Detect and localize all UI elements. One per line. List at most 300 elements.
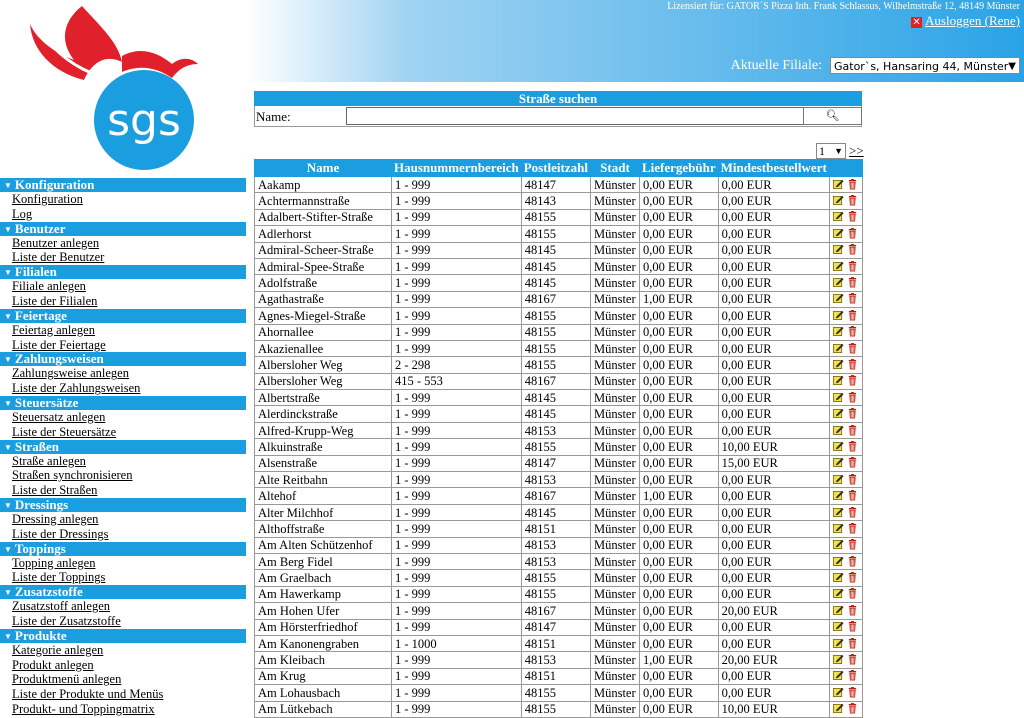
cell-actions (829, 570, 862, 586)
edit-icon[interactable] (833, 424, 844, 438)
cell-hausnummernbereich: 1 - 999 (392, 472, 522, 488)
cell-actions (829, 390, 862, 406)
cell-mindestbestellwert: 0,00 EUR (718, 258, 829, 274)
sidebar-link-liste-der-zahlungsweisen[interactable]: Liste der Zahlungsweisen (12, 381, 141, 396)
delete-icon[interactable] (847, 473, 858, 487)
cell-postleitzahl: 48155 (521, 586, 590, 602)
sidebar-section-label: Produkte (14, 627, 67, 643)
streets-table (254, 159, 863, 718)
cell-actions (829, 340, 862, 356)
delete-icon[interactable] (847, 292, 858, 306)
edit-icon[interactable] (833, 456, 844, 470)
cell-liefergebuhr: 0,00 EUR (639, 209, 718, 225)
edit-icon[interactable] (833, 342, 844, 356)
cell-stadt: Münster (590, 504, 639, 520)
cell-postleitzahl: 48153 (521, 422, 590, 438)
table-row (255, 422, 863, 438)
cell-hausnummernbereich: 1 - 999 (392, 291, 522, 307)
delete-icon[interactable] (847, 276, 858, 290)
table-row (255, 390, 863, 406)
cell-liefergebuhr: 0,00 EUR (639, 635, 718, 651)
cell-postleitzahl: 48155 (521, 685, 590, 701)
delete-icon[interactable] (847, 325, 858, 339)
cell-stadt: Münster (590, 603, 639, 619)
delete-icon[interactable] (847, 243, 858, 257)
edit-icon[interactable] (833, 210, 844, 224)
cell-name: Aakamp (255, 177, 392, 193)
cell-name: Am Graelbach (255, 570, 392, 586)
table-row (255, 685, 863, 701)
triangle-down-icon: ▼ (4, 224, 12, 234)
sidebar-section-steuersatze[interactable] (0, 396, 246, 410)
cell-stadt: Münster (590, 685, 639, 701)
sidebar-section-label: Dressings (14, 496, 69, 512)
table-row (255, 553, 863, 569)
sidebar-section-label: Zusatzstoffe (14, 584, 83, 600)
cell-actions (829, 373, 862, 389)
triangle-down-icon: ▼ (4, 588, 12, 598)
edit-icon[interactable] (833, 292, 844, 306)
cell-name: Am Lohausbach (255, 685, 392, 701)
cell-postleitzahl: 48155 (521, 324, 590, 340)
column-header-liefergebuhr[interactable]: Liefergebühr (639, 160, 718, 177)
logo-text: sgs (107, 95, 181, 146)
cell-postleitzahl: 48167 (521, 603, 590, 619)
cell-liefergebuhr: 0,00 EUR (639, 619, 718, 635)
cell-liefergebuhr: 0,00 EUR (639, 472, 718, 488)
cell-stadt: Münster (590, 258, 639, 274)
cell-actions (829, 357, 862, 373)
cell-liefergebuhr: 0,00 EUR (639, 258, 718, 274)
sidebar-section-benutzer[interactable] (0, 222, 246, 236)
edit-icon[interactable] (833, 669, 844, 683)
cell-mindestbestellwert: 0,00 EUR (718, 537, 829, 553)
sidebar (0, 178, 246, 717)
cell-hausnummernbereich: 1 - 999 (392, 275, 522, 291)
table-row (255, 652, 863, 668)
delete-icon[interactable] (847, 555, 858, 569)
sidebar-section-produkte[interactable] (0, 629, 246, 643)
edit-icon[interactable] (833, 702, 844, 716)
cell-name: Am Hohen Ufer (255, 603, 392, 619)
cell-stadt: Münster (590, 553, 639, 569)
cell-mindestbestellwert: 0,00 EUR (718, 472, 829, 488)
table-row (255, 586, 863, 602)
pager (816, 143, 864, 159)
cell-postleitzahl: 48155 (521, 226, 590, 242)
column-header-mindestbestellwert[interactable]: Mindestbestellwert (718, 160, 829, 177)
delete-icon[interactable] (847, 342, 858, 356)
cell-hausnummernbereich: 1 - 999 (392, 570, 522, 586)
cell-liefergebuhr: 0,00 EUR (639, 193, 718, 209)
table-row (255, 439, 863, 455)
table-row (255, 357, 863, 373)
edit-icon[interactable] (833, 587, 844, 601)
table-row (255, 340, 863, 356)
delete-icon[interactable] (847, 358, 858, 372)
filiale-select[interactable] (830, 57, 1020, 74)
cell-stadt: Münster (590, 357, 639, 373)
table-row (255, 603, 863, 619)
cell-liefergebuhr: 1,00 EUR (639, 652, 718, 668)
chevron-down-icon: ▼ (834, 146, 843, 156)
column-header-stadt[interactable]: Stadt (590, 160, 639, 177)
name-input[interactable] (346, 107, 804, 125)
delete-icon[interactable] (847, 489, 858, 503)
sidebar-link-strassen-synchronisieren[interactable]: Straßen synchronisieren (12, 468, 133, 483)
cell-name: Am Krug (255, 668, 392, 684)
cell-postleitzahl: 48155 (521, 701, 590, 717)
cell-stadt: Münster (590, 406, 639, 422)
triangle-down-icon: ▼ (4, 500, 12, 510)
sidebar-link-dressing-anlegen[interactable]: Dressing anlegen (12, 511, 99, 526)
cell-actions (829, 521, 862, 537)
cell-actions (829, 668, 862, 684)
cell-mindestbestellwert: 0,00 EUR (718, 586, 829, 602)
delete-icon[interactable] (847, 178, 858, 192)
cell-stadt: Münster (590, 177, 639, 193)
cell-mindestbestellwert: 0,00 EUR (718, 521, 829, 537)
edit-icon[interactable] (833, 571, 844, 585)
sidebar-link-liste-der-produkte-und-menus[interactable]: Liste der Produkte und Menüs (12, 687, 164, 702)
cell-name: Albersloher Weg (255, 357, 392, 373)
edit-icon[interactable] (833, 358, 844, 372)
cell-liefergebuhr: 1,00 EUR (639, 488, 718, 504)
cell-postleitzahl: 48145 (521, 275, 590, 291)
delete-icon[interactable] (847, 669, 858, 683)
cell-liefergebuhr: 0,00 EUR (639, 553, 718, 569)
cell-hausnummernbereich: 1 - 999 (392, 340, 522, 356)
cell-hausnummernbereich: 1 - 999 (392, 177, 522, 193)
cell-stadt: Münster (590, 340, 639, 356)
delete-icon[interactable] (847, 227, 858, 241)
cell-actions (829, 439, 862, 455)
cell-actions (829, 652, 862, 668)
edit-icon[interactable] (833, 276, 844, 290)
sgs-logo (22, 2, 202, 174)
cell-liefergebuhr: 0,00 EUR (639, 390, 718, 406)
cell-name: Alerdinckstraße (255, 406, 392, 422)
cell-name: Akazienallee (255, 340, 392, 356)
cell-hausnummernbereich: 1 - 999 (392, 553, 522, 569)
search-icon: 🔍︎ (825, 109, 840, 122)
sidebar-link-log[interactable]: Log (12, 206, 33, 221)
cell-stadt: Münster (590, 439, 639, 455)
cell-name: Achtermannstraße (255, 193, 392, 209)
sidebar-link-benutzer-anlegen[interactable]: Benutzer anlegen (12, 235, 100, 250)
sidebar-section-konfiguration[interactable] (0, 178, 246, 192)
cell-mindestbestellwert: 0,00 EUR (718, 488, 829, 504)
edit-icon[interactable] (833, 374, 844, 388)
sidebar-link-liste-der-feiertage[interactable]: Liste der Feiertage (12, 337, 106, 352)
edit-icon[interactable] (833, 604, 844, 618)
cell-mindestbestellwert: 0,00 EUR (718, 553, 829, 569)
cell-stadt: Münster (590, 652, 639, 668)
cell-hausnummernbereich: 1 - 999 (392, 685, 522, 701)
sidebar-section-label: Straßen (14, 438, 59, 454)
delete-icon[interactable] (847, 391, 858, 405)
cell-stadt: Münster (590, 308, 639, 324)
logout-label: Ausloggen (Rene) (925, 13, 1020, 28)
cell-mindestbestellwert: 15,00 EUR (718, 455, 829, 471)
cell-mindestbestellwert: 0,00 EUR (718, 619, 829, 635)
cell-postleitzahl: 48167 (521, 488, 590, 504)
logout-link[interactable] (911, 13, 1020, 29)
delete-icon[interactable] (847, 571, 858, 585)
cell-mindestbestellwert: 0,00 EUR (718, 504, 829, 520)
delete-icon[interactable] (847, 260, 858, 274)
cell-hausnummernbereich: 1 - 999 (392, 308, 522, 324)
cell-hausnummernbereich: 1 - 999 (392, 209, 522, 225)
cell-hausnummernbereich: 1 - 999 (392, 537, 522, 553)
column-header-postleitzahl[interactable]: Postleitzahl (521, 160, 590, 177)
cell-postleitzahl: 48145 (521, 390, 590, 406)
cell-liefergebuhr: 0,00 EUR (639, 455, 718, 471)
sidebar-link-zusatzstoff-anlegen[interactable]: Zusatzstoff anlegen (12, 599, 110, 614)
edit-icon[interactable] (833, 637, 844, 651)
delete-icon[interactable] (847, 620, 858, 634)
cell-hausnummernbereich: 1 - 999 (392, 406, 522, 422)
delete-icon[interactable] (847, 522, 858, 536)
cell-actions (829, 406, 862, 422)
sidebar-link-steuersatz-anlegen[interactable]: Steuersatz anlegen (12, 409, 106, 424)
cell-mindestbestellwert: 0,00 EUR (718, 291, 829, 307)
edit-icon[interactable] (833, 440, 844, 454)
sidebar-link-produkt-anlegen[interactable]: Produkt anlegen (12, 657, 94, 672)
cell-stadt: Münster (590, 701, 639, 717)
sidebar-link-liste-der-filialen[interactable]: Liste der Filialen (12, 293, 98, 308)
table-row (255, 291, 863, 307)
table-row (255, 537, 863, 553)
table-row (255, 488, 863, 504)
sidebar-section-feiertage[interactable] (0, 309, 246, 323)
cell-name: Am Lütkebach (255, 701, 392, 717)
delete-icon[interactable] (847, 637, 858, 651)
sidebar-link-produkt-und-toppingmatrix[interactable]: Produkt- und Toppingmatrix (12, 701, 155, 716)
cell-postleitzahl: 48167 (521, 373, 590, 389)
delete-icon[interactable] (847, 506, 858, 520)
sidebar-section-toppings[interactable] (0, 542, 246, 556)
sidebar-link-topping-anlegen[interactable]: Topping anlegen (12, 555, 96, 570)
cell-actions (829, 455, 862, 471)
delete-icon[interactable] (847, 440, 858, 454)
edit-icon[interactable] (833, 407, 844, 421)
edit-icon[interactable] (833, 489, 844, 503)
column-header-hausnummernbereich[interactable]: Hausnummernbereich (392, 160, 522, 177)
cell-liefergebuhr: 0,00 EUR (639, 668, 718, 684)
cell-name: Albertstraße (255, 390, 392, 406)
column-header-name[interactable]: Name (255, 160, 392, 177)
cell-actions (829, 635, 862, 651)
edit-icon[interactable] (833, 686, 844, 700)
cell-actions (829, 586, 862, 602)
edit-icon[interactable] (833, 538, 844, 552)
cell-liefergebuhr: 0,00 EUR (639, 504, 718, 520)
sidebar-link-liste-der-benutzer[interactable]: Liste der Benutzer (12, 250, 105, 265)
cell-mindestbestellwert: 0,00 EUR (718, 226, 829, 242)
cell-mindestbestellwert: 0,00 EUR (718, 357, 829, 373)
cell-liefergebuhr: 0,00 EUR (639, 603, 718, 619)
sidebar-section-zusatzstoffe[interactable] (0, 585, 246, 599)
page-select[interactable] (816, 143, 846, 159)
delete-icon[interactable] (847, 194, 858, 208)
cell-postleitzahl: 48153 (521, 553, 590, 569)
cell-name: Altehof (255, 488, 392, 504)
cell-liefergebuhr: 0,00 EUR (639, 226, 718, 242)
cell-actions (829, 177, 862, 193)
sidebar-section-label: Toppings (14, 540, 66, 556)
cell-postleitzahl: 48145 (521, 258, 590, 274)
sidebar-link-liste-der-toppings[interactable]: Liste der Toppings (12, 570, 106, 585)
cell-stadt: Münster (590, 275, 639, 291)
sidebar-section-label: Filialen (14, 264, 57, 280)
cell-name: Am Berg Fidel (255, 553, 392, 569)
cell-postleitzahl: 48145 (521, 242, 590, 258)
edit-icon[interactable] (833, 309, 844, 323)
delete-icon[interactable] (847, 374, 858, 388)
cell-actions (829, 209, 862, 225)
cell-postleitzahl: 48145 (521, 504, 590, 520)
cell-postleitzahl: 48151 (521, 668, 590, 684)
table-row (255, 570, 863, 586)
delete-icon[interactable] (847, 407, 858, 421)
table-row (255, 209, 863, 225)
table-row (255, 472, 863, 488)
cell-actions (829, 291, 862, 307)
edit-icon[interactable] (833, 522, 844, 536)
sidebar-link-konfiguration[interactable]: Konfiguration (12, 192, 83, 206)
table-row (255, 619, 863, 635)
cell-mindestbestellwert: 0,00 EUR (718, 422, 829, 438)
cell-actions (829, 685, 862, 701)
cell-stadt: Münster (590, 635, 639, 651)
cell-actions (829, 193, 862, 209)
cell-actions (829, 242, 862, 258)
search-button[interactable] (803, 107, 862, 125)
cell-name: Albersloher Weg (255, 373, 392, 389)
cell-liefergebuhr: 0,00 EUR (639, 275, 718, 291)
delete-icon[interactable] (847, 604, 858, 618)
cell-mindestbestellwert: 0,00 EUR (718, 635, 829, 651)
edit-icon[interactable] (833, 194, 844, 208)
sidebar-link-strasse-anlegen[interactable]: Straße anlegen (12, 453, 86, 468)
page-value: 1 (819, 144, 825, 158)
sidebar-link-liste-der-dressings[interactable]: Liste der Dressings (12, 526, 109, 541)
delete-icon[interactable] (847, 424, 858, 438)
cell-liefergebuhr: 0,00 EUR (639, 406, 718, 422)
cell-hausnummernbereich: 1 - 999 (392, 455, 522, 471)
cell-mindestbestellwert: 0,00 EUR (718, 177, 829, 193)
cell-liefergebuhr: 1,00 EUR (639, 291, 718, 307)
delete-icon[interactable] (847, 538, 858, 552)
edit-icon[interactable] (833, 391, 844, 405)
edit-icon[interactable] (833, 473, 844, 487)
triangle-down-icon: ▼ (4, 544, 12, 554)
cell-actions (829, 275, 862, 291)
edit-icon[interactable] (833, 227, 844, 241)
cell-actions (829, 488, 862, 504)
delete-icon[interactable] (847, 210, 858, 224)
cell-name: Ahornallee (255, 324, 392, 340)
triangle-down-icon: ▼ (4, 268, 12, 278)
sidebar-link-liste-der-zusatzstoffe[interactable]: Liste der Zusatzstoffe (12, 613, 121, 628)
delete-icon[interactable] (847, 686, 858, 700)
sidebar-link-produktmenu-anlegen[interactable]: Produktmenü anlegen (12, 672, 122, 687)
cell-stadt: Münster (590, 570, 639, 586)
cell-actions (829, 603, 862, 619)
street-search-panel (254, 91, 862, 127)
edit-icon[interactable] (833, 325, 844, 339)
cell-stadt: Münster (590, 390, 639, 406)
cell-name: Adolfstraße (255, 275, 392, 291)
cell-stadt: Münster (590, 373, 639, 389)
sidebar-section-label: Feiertage (14, 307, 67, 323)
sidebar-link-kategorie-anlegen[interactable]: Kategorie anlegen (12, 642, 104, 657)
cell-liefergebuhr: 0,00 EUR (639, 373, 718, 389)
edit-icon[interactable] (833, 260, 844, 274)
edit-icon[interactable] (833, 506, 844, 520)
sidebar-section-zahlungsweisen[interactable] (0, 352, 246, 366)
edit-icon[interactable] (833, 555, 844, 569)
edit-icon[interactable] (833, 620, 844, 634)
edit-icon[interactable] (833, 653, 844, 667)
cell-stadt: Münster (590, 586, 639, 602)
table-row (255, 324, 863, 340)
cell-postleitzahl: 48147 (521, 455, 590, 471)
license-text: Lizensiert für: GATOR´S Pizza Inh. Frank Schlassus, Wilhelmstraße 12, 48149 Münster (667, 1, 1020, 12)
cell-postleitzahl: 48151 (521, 521, 590, 537)
delete-icon[interactable] (847, 309, 858, 323)
sidebar-link-zahlungsweise-anlegen[interactable]: Zahlungsweise anlegen (12, 366, 129, 381)
table-row (255, 406, 863, 422)
table-row (255, 242, 863, 258)
delete-icon[interactable] (847, 456, 858, 470)
sidebar-link-liste-der-steuersatze[interactable]: Liste der Steuersätze (12, 424, 117, 439)
cell-mindestbestellwert: 10,00 EUR (718, 439, 829, 455)
sidebar-section-strassen[interactable] (0, 440, 246, 454)
edit-icon[interactable] (833, 178, 844, 192)
cell-name: Am Kanonengraben (255, 635, 392, 651)
cell-mindestbestellwert: 0,00 EUR (718, 308, 829, 324)
delete-icon[interactable] (847, 587, 858, 601)
delete-icon[interactable] (847, 653, 858, 667)
cell-hausnummernbereich: 1 - 1000 (392, 635, 522, 651)
sidebar-link-filiale-anlegen[interactable]: Filiale anlegen (12, 279, 86, 294)
sidebar-link-liste-der-strassen[interactable]: Liste der Straßen (12, 483, 98, 498)
cell-postleitzahl: 48155 (521, 209, 590, 225)
cell-hausnummernbereich: 1 - 999 (392, 504, 522, 520)
sidebar-section-label: Zahlungsweisen (14, 351, 104, 367)
sidebar-section-filialen[interactable] (0, 265, 246, 279)
edit-icon[interactable] (833, 243, 844, 257)
cell-liefergebuhr: 0,00 EUR (639, 357, 718, 373)
cell-mindestbestellwert: 0,00 EUR (718, 406, 829, 422)
table-row (255, 226, 863, 242)
cell-mindestbestellwert: 0,00 EUR (718, 570, 829, 586)
delete-icon[interactable] (847, 702, 858, 716)
cell-postleitzahl: 48147 (521, 619, 590, 635)
cell-postleitzahl: 48153 (521, 472, 590, 488)
cell-actions (829, 701, 862, 717)
next-page-link[interactable]: >> (849, 143, 864, 158)
cell-actions (829, 226, 862, 242)
cell-hausnummernbereich: 1 - 999 (392, 324, 522, 340)
cell-hausnummernbereich: 1 - 999 (392, 619, 522, 635)
sidebar-section-dressings[interactable] (0, 498, 246, 512)
table-row (255, 177, 863, 193)
sidebar-link-feiertag-anlegen[interactable]: Feiertag anlegen (12, 322, 95, 337)
table-row (255, 504, 863, 520)
